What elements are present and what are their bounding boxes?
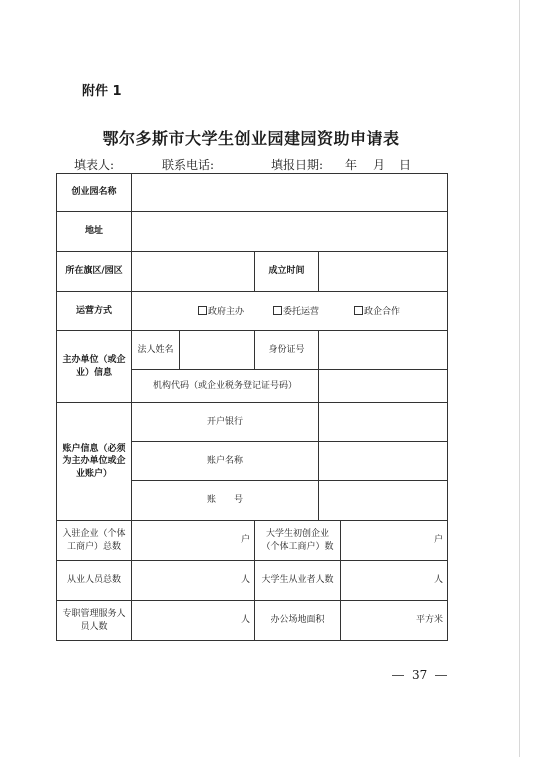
employees-total-label: 从业人员总数: [57, 561, 132, 601]
fill-date-label: 填报日期:: [271, 158, 324, 172]
park-name-label: 创业园名称: [57, 174, 132, 212]
established-label: 成立时间: [255, 252, 319, 292]
month-label: 月: [373, 158, 386, 172]
form-header: [56, 156, 446, 172]
year-label: 年: [345, 158, 358, 172]
table-row: [57, 174, 448, 212]
account-name-input[interactable]: [319, 442, 448, 481]
park-name-input[interactable]: [132, 174, 448, 212]
application-form-table: [56, 173, 448, 641]
table-row: [57, 403, 448, 442]
page-edge-line: [519, 0, 520, 757]
table-row: [57, 252, 448, 292]
enterprises-label: 入驻企业（个体工商户）总数: [57, 521, 132, 561]
operation-mode-options: [132, 292, 448, 331]
established-input[interactable]: [319, 252, 448, 292]
checkbox-icon[interactable]: [354, 306, 363, 315]
office-area-input[interactable]: [341, 601, 448, 641]
managers-label: 专职管理服务人员人数: [57, 601, 132, 641]
student-employees-input[interactable]: [341, 561, 448, 601]
district-input[interactable]: [132, 252, 255, 292]
operation-mode-label: 运营方式: [57, 292, 132, 331]
employees-total-input[interactable]: [132, 561, 255, 601]
unit-ren: 人: [434, 575, 444, 586]
bank-label: 开户银行: [132, 403, 319, 442]
address-label: 地址: [57, 212, 132, 252]
account-number-input[interactable]: [319, 481, 448, 521]
org-code-input[interactable]: [319, 370, 448, 403]
day-label: 日: [399, 158, 412, 172]
option-government[interactable]: 政府主办: [198, 306, 244, 318]
legal-rep-input[interactable]: [180, 331, 255, 370]
table-row: [57, 521, 448, 561]
account-name-label: 账户名称: [132, 442, 319, 481]
student-startups-label: 大学生初创企业（个体工商户）数: [255, 521, 341, 561]
student-startups-input[interactable]: [341, 521, 448, 561]
dash-right: [435, 675, 447, 676]
bank-input[interactable]: [319, 403, 448, 442]
org-code-label: 机构代码（或企业税务登记证号码）: [132, 370, 319, 403]
unit-ren: 人: [240, 575, 250, 586]
table-row: [57, 292, 448, 331]
office-area-label: 办公场地面积: [255, 601, 341, 641]
filler-label: 填表人:: [74, 158, 115, 172]
dash-left: [392, 675, 404, 676]
student-employees-label: 大学生从业者人数: [255, 561, 341, 601]
host-info-label: 主办单位（或企业）信息: [57, 331, 132, 403]
unit-hu: 户: [434, 535, 444, 546]
page-number-text: 37: [412, 668, 428, 682]
managers-input[interactable]: [132, 601, 255, 641]
id-number-input[interactable]: [319, 331, 448, 370]
checkbox-icon[interactable]: [198, 306, 207, 315]
id-number-label: 身份证号: [255, 331, 319, 370]
legal-rep-label: 法人姓名: [132, 331, 180, 370]
table-row: [57, 212, 448, 252]
checkbox-icon[interactable]: [273, 306, 282, 315]
district-label: 所在旗区/园区: [57, 252, 132, 292]
account-number-label: 账 号: [132, 481, 319, 521]
page-number: [384, 668, 455, 682]
address-input[interactable]: [132, 212, 448, 252]
form-title: 鄂尔多斯市大学生创业园建园资助申请表: [102, 129, 400, 148]
option-entrusted[interactable]: 委托运营: [273, 306, 319, 318]
unit-ren: 人: [240, 615, 250, 626]
table-row: [57, 331, 448, 370]
unit-area: 平方米: [416, 615, 444, 626]
unit-hu: 户: [240, 535, 250, 546]
enterprises-input[interactable]: [132, 521, 255, 561]
attachment-label: 附件 1: [82, 84, 122, 99]
table-row: [57, 601, 448, 641]
account-info-label: 账户信息（必须为主办单位或企业账户）: [57, 403, 132, 521]
option-joint[interactable]: 政企合作: [354, 306, 400, 318]
table-row: [57, 561, 448, 601]
contact-label: 联系电话:: [162, 158, 215, 172]
